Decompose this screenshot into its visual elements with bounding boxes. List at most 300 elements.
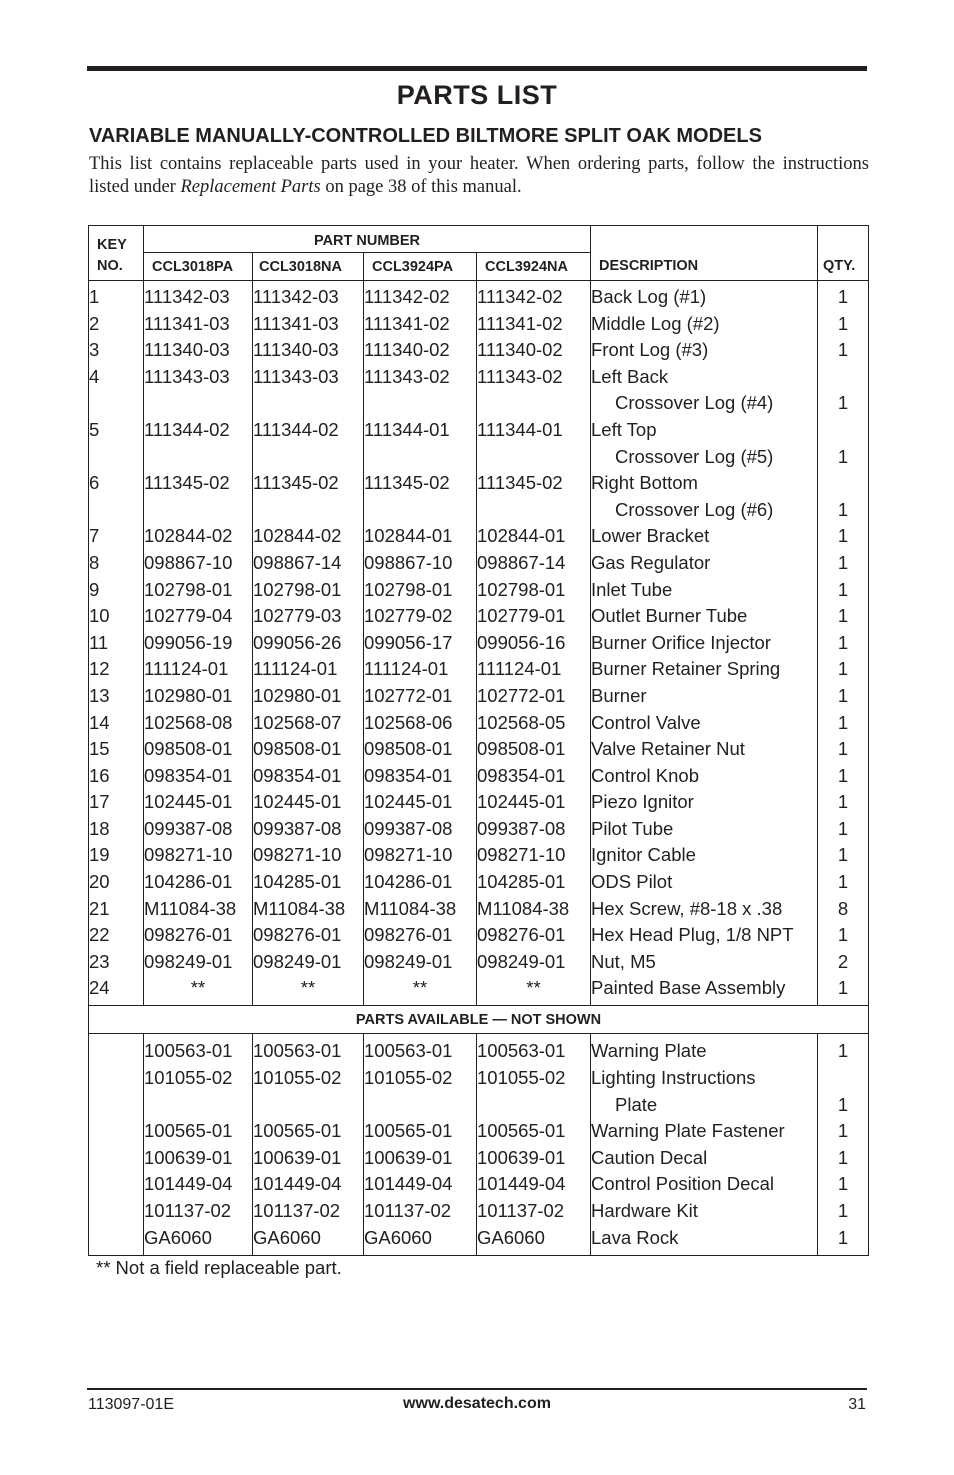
description-cell: Middle Log (#2): [591, 311, 818, 338]
part-number-cell: [364, 497, 477, 524]
top-rule: [87, 66, 867, 71]
part-number-cell: 100563-01: [253, 1034, 364, 1065]
key-number: 16: [89, 763, 144, 790]
table-row: [89, 656, 869, 683]
part-number-cell: 111341-02: [364, 311, 477, 338]
table-row: [89, 630, 869, 657]
qty-cell: 1: [818, 1145, 869, 1172]
key-number: 17: [89, 789, 144, 816]
part-number-cell: 102568-08: [144, 710, 253, 737]
description-cell: Lighting Instructions: [591, 1065, 818, 1092]
part-number-cell: 104285-01: [477, 869, 591, 896]
table-row: [89, 1198, 869, 1225]
description-cell: Lower Bracket: [591, 523, 818, 550]
part-number-cell: 098867-14: [477, 550, 591, 577]
part-number-cell: 101055-02: [364, 1065, 477, 1092]
table-header: [89, 226, 869, 281]
key-number: 3: [89, 337, 144, 364]
part-number-cell: [477, 497, 591, 524]
part-number-cell: 102445-01: [253, 789, 364, 816]
part-number-cell: 111340-03: [144, 337, 253, 364]
part-number-cell: 111124-01: [364, 656, 477, 683]
part-number-cell: 104286-01: [364, 869, 477, 896]
part-number-cell: 102445-01: [364, 789, 477, 816]
key-number: 15: [89, 736, 144, 763]
part-number-cell: 102980-01: [144, 683, 253, 710]
part-number-cell: 100639-01: [144, 1145, 253, 1172]
qty-cell: 1: [818, 816, 869, 843]
key-number: [89, 1034, 144, 1065]
part-number-cell: 098354-01: [364, 763, 477, 790]
part-number-cell: [144, 497, 253, 524]
description-cell: Burner Retainer Spring: [591, 656, 818, 683]
part-number-cell: 111345-02: [253, 470, 364, 497]
part-number-cell: **: [477, 975, 591, 1006]
description-cell: Crossover Log (#4): [591, 390, 818, 417]
document-number: 113097-01E: [88, 1396, 174, 1413]
part-number-cell: 098867-14: [253, 550, 364, 577]
part-number-cell: 111343-03: [144, 364, 253, 391]
part-number-cell: 102772-01: [477, 683, 591, 710]
table-row: [89, 763, 869, 790]
part-number-cell: 111341-03: [253, 311, 364, 338]
key-header-line1: KEY: [89, 226, 144, 253]
part-number-cell: 111124-01: [253, 656, 364, 683]
key-number: [89, 1198, 144, 1225]
part-number-cell: 100563-01: [477, 1034, 591, 1065]
part-number-cell: 102798-01: [144, 577, 253, 604]
description-cell: Back Log (#1): [591, 281, 818, 311]
table-row: [89, 975, 869, 1006]
table-row: [89, 523, 869, 550]
section-subtitle: VARIABLE MANUALLY-CONTROLLED BILTMORE SPLIT OAK MODELS: [89, 125, 762, 147]
part-number-cell: 101449-04: [144, 1171, 253, 1198]
key-number: 2: [89, 311, 144, 338]
qty-cell: 1: [818, 789, 869, 816]
table-row: [89, 603, 869, 630]
part-number-cell: 101449-04: [477, 1171, 591, 1198]
qty-cell: 1: [818, 337, 869, 364]
table-row: [89, 1034, 869, 1065]
description-cell: Left Top: [591, 417, 818, 444]
description-cell: Warning Plate Fastener: [591, 1118, 818, 1145]
part-number-cell: 098271-10: [364, 842, 477, 869]
qty-cell: 1: [818, 736, 869, 763]
description-cell: Control Knob: [591, 763, 818, 790]
qty-cell: 8: [818, 896, 869, 923]
part-number-cell: 111343-02: [364, 364, 477, 391]
part-number-cell: GA6060: [253, 1225, 364, 1256]
table-row: [89, 683, 869, 710]
part-number-cell: 098249-01: [364, 949, 477, 976]
part-number-cell: **: [364, 975, 477, 1006]
intro-paragraph: [89, 153, 869, 199]
table-row: [89, 577, 869, 604]
description-header: DESCRIPTION: [591, 253, 818, 281]
qty-cell: 1: [818, 523, 869, 550]
key-number: 8: [89, 550, 144, 577]
table-row: [89, 417, 869, 444]
key-number: 21: [89, 896, 144, 923]
part-number-cell: 111342-02: [364, 281, 477, 311]
table-row: [89, 1145, 869, 1172]
part-number-cell: 098271-10: [477, 842, 591, 869]
table-row: [89, 1225, 869, 1256]
part-number-cell: [253, 390, 364, 417]
description-cell: Front Log (#3): [591, 337, 818, 364]
table-row: [89, 1092, 869, 1119]
footnote: ** Not a field replaceable part.: [96, 1257, 342, 1278]
part-number-cell: 111343-03: [253, 364, 364, 391]
qty-header-spacer: [818, 226, 869, 253]
key-number: 6: [89, 470, 144, 497]
qty-cell: 1: [818, 763, 869, 790]
part-number-cell: 098249-01: [144, 949, 253, 976]
key-number: [89, 1225, 144, 1256]
qty-cell: 1: [818, 1092, 869, 1119]
part-number-cell: 102798-01: [364, 577, 477, 604]
part-number-cell: 098271-10: [144, 842, 253, 869]
table-row: [89, 922, 869, 949]
qty-cell: 1: [818, 311, 869, 338]
part-number-cell: M11084-38: [253, 896, 364, 923]
part-number-cell: 102844-02: [253, 523, 364, 550]
part-number-cell: 098354-01: [144, 763, 253, 790]
part-number-cell: 111345-02: [477, 470, 591, 497]
key-number: [89, 1065, 144, 1092]
description-cell: Hex Head Plug, 1/8 NPT: [591, 922, 818, 949]
part-number-cell: 098508-01: [477, 736, 591, 763]
part-number-cell: 102779-04: [144, 603, 253, 630]
table-row: [89, 390, 869, 417]
qty-cell: 2: [818, 949, 869, 976]
key-number: 22: [89, 922, 144, 949]
part-number-cell: 098249-01: [477, 949, 591, 976]
key-number: [89, 390, 144, 417]
key-number: [89, 1092, 144, 1119]
part-number-cell: 102798-01: [477, 577, 591, 604]
qty-cell: 1: [818, 975, 869, 1006]
intro-text-start: This list contains replaceable parts used in your heater. When ordering parts, follow the instructions listed under: [89, 154, 869, 197]
description-cell: Control Position Decal: [591, 1171, 818, 1198]
key-number: 1: [89, 281, 144, 311]
part-number-cell: 111340-03: [253, 337, 364, 364]
part-number-cell: 098276-01: [253, 922, 364, 949]
key-number: 10: [89, 603, 144, 630]
part-number-cell: 100565-01: [144, 1118, 253, 1145]
part-number-cell: [253, 444, 364, 471]
table-row: [89, 949, 869, 976]
intro-text-end: on page 38 of this manual.: [320, 177, 522, 197]
part-number-cell: 111344-02: [144, 417, 253, 444]
model-header: CCL3018PA: [144, 253, 253, 281]
table-row: [89, 1065, 869, 1092]
part-number-cell: 102445-01: [144, 789, 253, 816]
part-number-cell: 102779-02: [364, 603, 477, 630]
key-number: [89, 444, 144, 471]
table-row: [89, 470, 869, 497]
qty-cell: 1: [818, 577, 869, 604]
part-number-cell: 100563-01: [364, 1034, 477, 1065]
description-cell: Burner Orifice Injector: [591, 630, 818, 657]
table-row: [89, 736, 869, 763]
qty-cell: 1: [818, 444, 869, 471]
part-number-cell: [144, 390, 253, 417]
part-number-cell: M11084-38: [477, 896, 591, 923]
not-shown-body: [89, 1034, 869, 1255]
description-cell: Valve Retainer Nut: [591, 736, 818, 763]
part-number-cell: 111340-02: [364, 337, 477, 364]
part-number-cell: 100639-01: [253, 1145, 364, 1172]
description-cell: Pilot Tube: [591, 816, 818, 843]
qty-cell: [818, 470, 869, 497]
part-number-cell: 101449-04: [364, 1171, 477, 1198]
part-number-cell: 111342-02: [477, 281, 591, 311]
part-number-cell: [364, 1092, 477, 1119]
part-number-cell: 098271-10: [253, 842, 364, 869]
key-number: 11: [89, 630, 144, 657]
qty-header: QTY.: [818, 253, 869, 281]
part-number-cell: 101055-02: [144, 1065, 253, 1092]
qty-cell: 1: [818, 1198, 869, 1225]
key-number: [89, 1145, 144, 1172]
qty-cell: 1: [818, 1171, 869, 1198]
key-number: 20: [89, 869, 144, 896]
part-number-cell: 101055-02: [477, 1065, 591, 1092]
qty-cell: [818, 1065, 869, 1092]
key-number: 14: [89, 710, 144, 737]
description-cell: Crossover Log (#6): [591, 497, 818, 524]
description-cell: Left Back: [591, 364, 818, 391]
part-number-cell: 111341-02: [477, 311, 591, 338]
part-number-cell: 102445-01: [477, 789, 591, 816]
table-row: [89, 1171, 869, 1198]
intro-emphasis: Replacement Parts: [180, 177, 321, 197]
part-number-cell: 098276-01: [364, 922, 477, 949]
table-row: [89, 896, 869, 923]
table-row: [89, 869, 869, 896]
table-row: [89, 842, 869, 869]
qty-cell: 1: [818, 1034, 869, 1065]
part-number-cell: [477, 444, 591, 471]
part-number-cell: 099056-26: [253, 630, 364, 657]
part-number-cell: 111341-03: [144, 311, 253, 338]
part-number-cell: 098508-01: [364, 736, 477, 763]
qty-cell: 1: [818, 842, 869, 869]
qty-cell: 1: [818, 281, 869, 311]
part-number-cell: 099387-08: [144, 816, 253, 843]
part-number-cell: [364, 390, 477, 417]
description-cell: Right Bottom: [591, 470, 818, 497]
bottom-rule: [87, 1388, 867, 1390]
description-header-spacer: [591, 226, 818, 253]
table-row: [89, 281, 869, 311]
part-number-cell: 111345-02: [144, 470, 253, 497]
part-number-cell: 102568-06: [364, 710, 477, 737]
key-number: 9: [89, 577, 144, 604]
part-number-cell: 111343-02: [477, 364, 591, 391]
part-number-cell: 099387-08: [364, 816, 477, 843]
qty-cell: 1: [818, 683, 869, 710]
part-number-cell: 101055-02: [253, 1065, 364, 1092]
description-cell: Inlet Tube: [591, 577, 818, 604]
qty-cell: 1: [818, 550, 869, 577]
part-number-cell: 101137-02: [477, 1198, 591, 1225]
part-number-cell: 111344-02: [253, 417, 364, 444]
part-number-cell: 098276-01: [144, 922, 253, 949]
key-number: [89, 497, 144, 524]
description-cell: Burner: [591, 683, 818, 710]
part-number-cell: 102844-01: [477, 523, 591, 550]
description-cell: Painted Base Assembly: [591, 975, 818, 1006]
part-number-cell: 098508-01: [144, 736, 253, 763]
description-cell: Hardware Kit: [591, 1198, 818, 1225]
part-number-cell: **: [144, 975, 253, 1006]
description-cell: ODS Pilot: [591, 869, 818, 896]
description-cell: Lava Rock: [591, 1225, 818, 1256]
part-number-cell: **: [253, 975, 364, 1006]
description-cell: Gas Regulator: [591, 550, 818, 577]
qty-cell: [818, 417, 869, 444]
description-cell: Ignitor Cable: [591, 842, 818, 869]
description-cell: Hex Screw, #8-18 x .38: [591, 896, 818, 923]
page-title: PARTS LIST: [396, 80, 558, 110]
part-number-cell: M11084-38: [144, 896, 253, 923]
key-number: 13: [89, 683, 144, 710]
part-number-cell: 101137-02: [364, 1198, 477, 1225]
part-number-cell: 102798-01: [253, 577, 364, 604]
table-row: [89, 311, 869, 338]
part-number-cell: 099056-17: [364, 630, 477, 657]
table-row: [89, 444, 869, 471]
part-number-cell: 102779-03: [253, 603, 364, 630]
part-number-cell: 111345-02: [364, 470, 477, 497]
part-number-cell: 111344-01: [477, 417, 591, 444]
qty-cell: [818, 364, 869, 391]
part-number-cell: 100565-01: [253, 1118, 364, 1145]
key-number: 12: [89, 656, 144, 683]
part-number-cell: GA6060: [144, 1225, 253, 1256]
key-number: [89, 1171, 144, 1198]
key-number: 24: [89, 975, 144, 1006]
website-link[interactable]: www.desatech.com: [403, 1395, 551, 1412]
not-shown-section: [89, 1006, 869, 1034]
part-number-cell: 102844-01: [364, 523, 477, 550]
part-number-cell: 111342-03: [144, 281, 253, 311]
part-number-cell: 098508-01: [253, 736, 364, 763]
part-number-cell: 099387-08: [477, 816, 591, 843]
qty-cell: 1: [818, 922, 869, 949]
qty-cell: 1: [818, 603, 869, 630]
part-number-cell: 100639-01: [364, 1145, 477, 1172]
part-number-cell: 098276-01: [477, 922, 591, 949]
table-row: [89, 337, 869, 364]
qty-cell: 1: [818, 710, 869, 737]
qty-cell: 1: [818, 656, 869, 683]
part-number-cell: 102568-05: [477, 710, 591, 737]
part-number-cell: [477, 390, 591, 417]
description-cell: Outlet Burner Tube: [591, 603, 818, 630]
qty-cell: 1: [818, 1118, 869, 1145]
part-number-cell: 099056-16: [477, 630, 591, 657]
part-number-cell: [144, 444, 253, 471]
key-number: 7: [89, 523, 144, 550]
model-header: CCL3018NA: [253, 253, 364, 281]
table-row: [89, 364, 869, 391]
part-number-cell: 098867-10: [364, 550, 477, 577]
part-number-cell: 098354-01: [477, 763, 591, 790]
part-number-cell: M11084-38: [364, 896, 477, 923]
key-number: 5: [89, 417, 144, 444]
part-number-cell: 100639-01: [477, 1145, 591, 1172]
part-number-cell: 098867-10: [144, 550, 253, 577]
part-number-cell: 100565-01: [477, 1118, 591, 1145]
description-cell: Piezo Ignitor: [591, 789, 818, 816]
key-number: 4: [89, 364, 144, 391]
qty-cell: 1: [818, 1225, 869, 1256]
key-number: [89, 1118, 144, 1145]
part-number-cell: 111342-03: [253, 281, 364, 311]
not-shown-header: PARTS AVAILABLE — NOT SHOWN: [89, 1006, 869, 1034]
part-number-cell: [253, 1092, 364, 1119]
part-number-cell: 104285-01: [253, 869, 364, 896]
page-number: 31: [848, 1396, 866, 1413]
part-number-cell: 102980-01: [253, 683, 364, 710]
model-header: CCL3924NA: [477, 253, 591, 281]
part-number-cell: GA6060: [477, 1225, 591, 1256]
table-row: [89, 816, 869, 843]
description-cell: Warning Plate: [591, 1034, 818, 1065]
part-number-cell: 102779-01: [477, 603, 591, 630]
description-cell: Crossover Log (#5): [591, 444, 818, 471]
key-number: 19: [89, 842, 144, 869]
key-number: 18: [89, 816, 144, 843]
part-number-cell: 102844-02: [144, 523, 253, 550]
part-number-cell: 111340-02: [477, 337, 591, 364]
model-header: CCL3924PA: [364, 253, 477, 281]
part-number-cell: GA6060: [364, 1225, 477, 1256]
table-row: [89, 710, 869, 737]
part-number-cell: 101137-02: [253, 1198, 364, 1225]
table-row: [89, 550, 869, 577]
table-row: [89, 789, 869, 816]
part-number-cell: [253, 497, 364, 524]
part-number-cell: 102568-07: [253, 710, 364, 737]
part-number-cell: [364, 444, 477, 471]
description-cell: Caution Decal: [591, 1145, 818, 1172]
part-number-cell: [144, 1092, 253, 1119]
description-cell: Control Valve: [591, 710, 818, 737]
table-row: [89, 1118, 869, 1145]
part-number-cell: [477, 1092, 591, 1119]
description-cell: Nut, M5: [591, 949, 818, 976]
parts-body: [89, 281, 869, 1006]
part-number-cell: 098354-01: [253, 763, 364, 790]
part-number-cell: 100565-01: [364, 1118, 477, 1145]
part-number-cell: 101137-02: [144, 1198, 253, 1225]
qty-cell: 1: [818, 869, 869, 896]
qty-cell: 1: [818, 390, 869, 417]
table-row: [89, 497, 869, 524]
part-number-cell: 111344-01: [364, 417, 477, 444]
key-header-line2: NO.: [89, 253, 144, 281]
qty-cell: 1: [818, 497, 869, 524]
part-number-cell: 101449-04: [253, 1171, 364, 1198]
part-number-cell: 111124-01: [144, 656, 253, 683]
part-number-cell: 111124-01: [477, 656, 591, 683]
key-number: 23: [89, 949, 144, 976]
qty-cell: 1: [818, 630, 869, 657]
